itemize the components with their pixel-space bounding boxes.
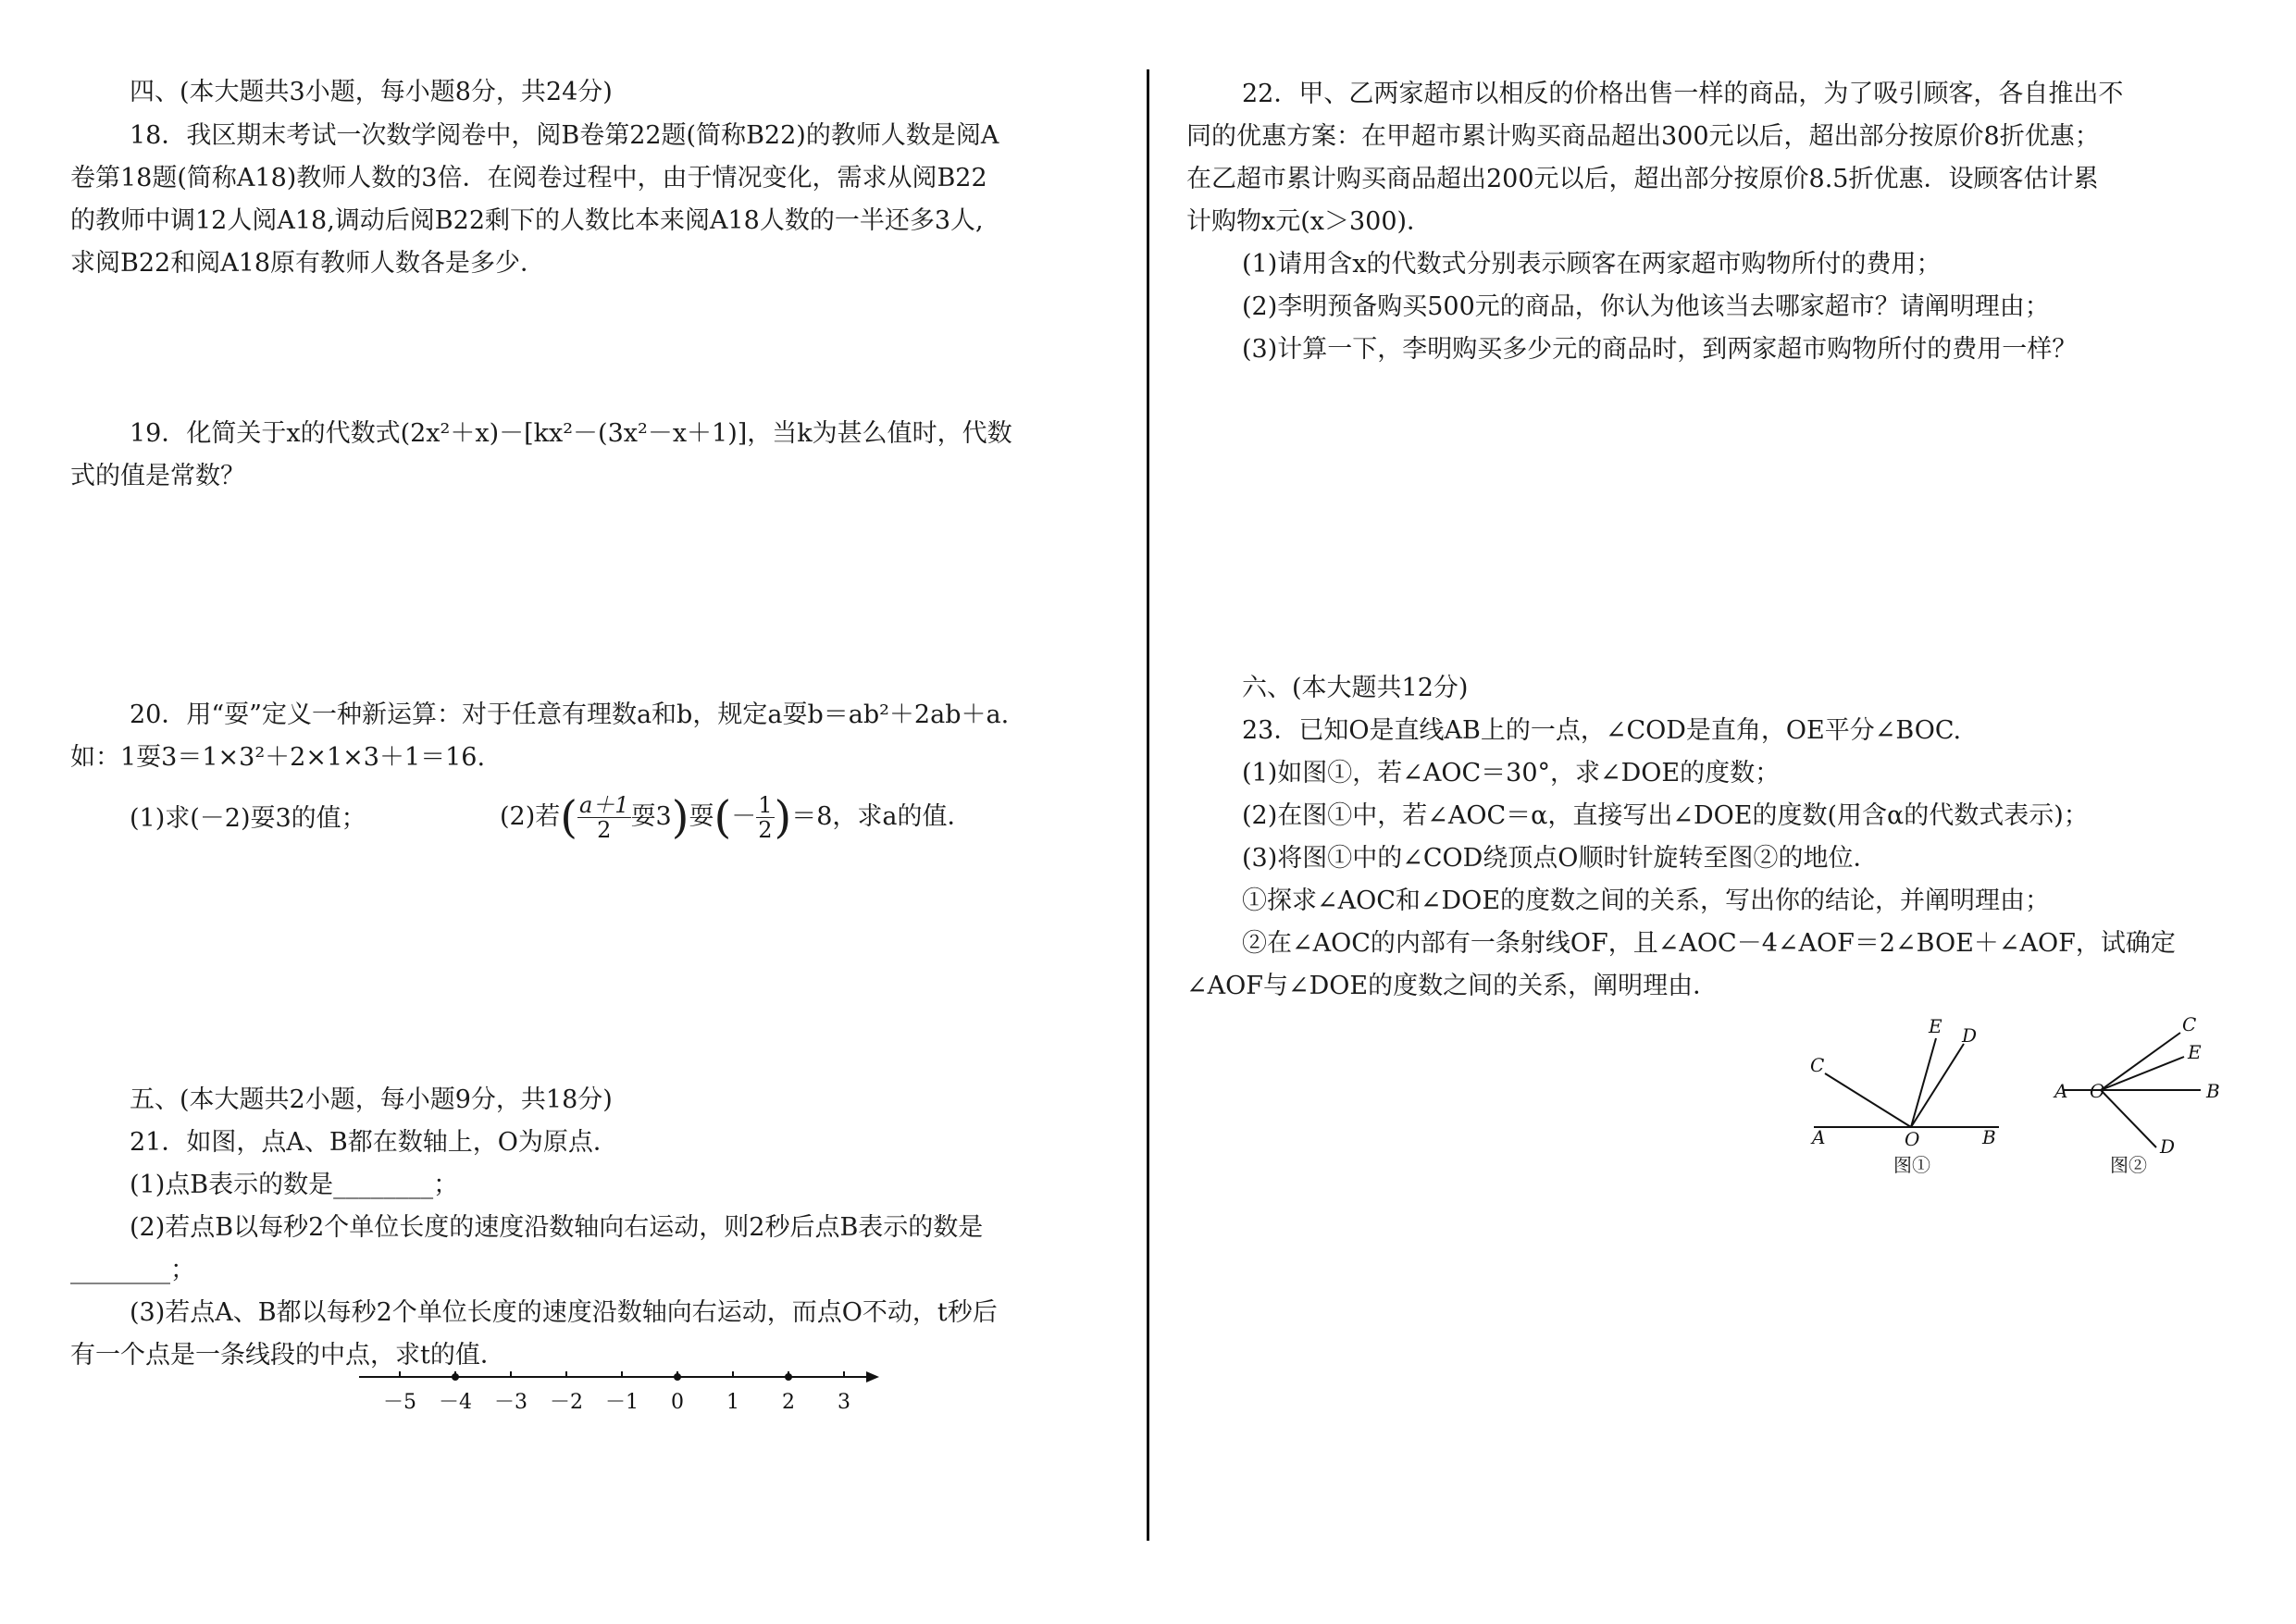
q23-part-3: (3)将图①中的∠COD绕顶点O顺时针旋转至图②的地位． [1242, 844, 1879, 873]
section-4-header: 四、(本大题共3小题，每小题8分，共24分) [130, 78, 613, 106]
q21-part-3: (3)若点A、B都以每秒2个单位长度的速度沿数轴向右运动，而点O不动，t秒后 [130, 1298, 998, 1327]
left-paren: ( [560, 791, 577, 844]
fig2-caption: 图② [2110, 1154, 2147, 1176]
q20-part-2-prefix: (2)若 [500, 802, 561, 831]
q20-op-3: 耍3 [630, 802, 672, 831]
fig2-label-a: A [2054, 1080, 2068, 1102]
number-line-tick-label: －4 [439, 1391, 472, 1414]
q23-part-2: (2)在图①中，若∠AOC＝α，直接写出∠DOE的度数(用含α的代数式表示)； [1242, 801, 2089, 830]
left-paren-2: ( [714, 791, 732, 844]
q22-part-1: (1)请用含x的代数式分别表示顾客在两家超市购物所付的费用； [1242, 250, 1942, 279]
number-line-tick-label: 3 [838, 1391, 850, 1414]
fig2-label-b: B [2206, 1080, 2220, 1102]
q22-line-1: 22．甲、乙两家超市以相反的价格出售一样的商品，为了吸引顾客，各自推出不 [1242, 80, 2124, 108]
q20-line-1: 20．用“耍”定义一种新运算：对于任意有理数a和b，规定a耍b＝ab²＋2ab＋a. [130, 700, 1010, 729]
q18-line-1: 18．我区期末考试一次数学阅卷中，阅B卷第22题(简称B22)的教师人数是阅A [130, 121, 999, 150]
fig1-label-b: B [1982, 1126, 1996, 1148]
fig1-label-d: D [1962, 1024, 1978, 1047]
q20-op: 耍 [689, 802, 714, 831]
number-line-point [785, 1373, 792, 1381]
q23-part-3-2-cont: ∠AOF与∠DOE的度数之间的关系，阐明理由． [1186, 972, 1719, 1000]
q22-line-2: 同的优惠方案：在甲超市累计购买商品超出300元以后，超出部分按原价8折优惠； [1186, 122, 2100, 151]
q18-line-3: 的教师中调12人阅A18,调动后阅B22剩下的人数比本来阅A18人数的一半还多3人, [70, 206, 984, 235]
q20-part-2 [500, 785, 973, 850]
q21-line-1: 21．如图，点A、B都在数轴上，O为原点． [130, 1128, 618, 1157]
q22-part-2: (2)李明预备购买500元的商品，你认为他该当去哪家超市？请阐明理由； [1242, 292, 2050, 321]
q19-line-2: 式的值是常数？ [70, 462, 245, 490]
figure-1 [1805, 1009, 2008, 1184]
fig1-label-a: A [1812, 1126, 1826, 1148]
q22-part-3: (3)计算一下，李明购买多少元的商品时，到两家超市购物所付的费用一样？ [1242, 335, 2078, 364]
fig1-label-c: C [1810, 1054, 1825, 1076]
q20-line-2: 如：1耍3＝1×3²＋2×1×3＋1＝16. [70, 743, 486, 772]
fraction-denominator-2: 2 [758, 817, 773, 843]
q23-part-1: (1)如图①，若∠AOC＝30°，求∠DOE的度数； [1242, 759, 1781, 787]
figure-2 [2053, 1009, 2238, 1184]
section-5-header: 五、(本大题共2小题，每小题9分，共18分) [130, 1085, 613, 1114]
fig2-label-d: D [2160, 1135, 2176, 1158]
number-line-point [452, 1373, 459, 1381]
number-line-tick-label: －2 [550, 1391, 583, 1414]
q21-part-2: (2)若点B以每秒2个单位长度的速度沿数轴向右运动，则2秒后点B表示的数是 [130, 1213, 984, 1242]
section-6-header: 六、(本大题共12分) [1242, 674, 1469, 702]
q20-part-1: (1)求(－2)耍3的值； [130, 804, 366, 833]
q23-part-3-1: ①探求∠AOC和∠DOE的度数之间的关系，写出你的结论，并阐明理由； [1242, 886, 2051, 915]
right-paren: ) [671, 791, 689, 844]
fraction-numerator-2: 1 [758, 792, 773, 818]
number-line-tick-label: 0 [671, 1391, 684, 1414]
number-line-tick-label: －1 [605, 1391, 639, 1414]
q18-line-2: 卷第18题(简称A18)教师人数的3倍．在阅卷过程中，由于情况变化，需求从阅B22 [70, 164, 987, 192]
q23-line-1: 23．已知O是直线AB上的一点，∠COD是直角，OE平分∠BOC. [1242, 716, 1962, 745]
right-paren-2: ) [774, 791, 792, 844]
q19-line-1: 19．化简关于x的代数式(2x²＋x)－[kx²－(3x²－x＋1)]，当k为甚么值时，代数 [130, 419, 1012, 448]
number-line-tick-label: －5 [383, 1391, 416, 1414]
q21-part-2-blank: ________； [70, 1256, 195, 1284]
fraction-a-plus-1-over-2 [577, 793, 631, 842]
fig1-label-e: E [1929, 1015, 1942, 1037]
fraction-denominator: 2 [597, 817, 612, 843]
fraction-one-half [756, 793, 774, 842]
fig1-label-o: O [1905, 1128, 1920, 1150]
minus-sign: － [731, 802, 757, 831]
fraction-numerator: a＋1 [578, 792, 629, 818]
fig2-label-e: E [2188, 1041, 2202, 1063]
q20-part-2-suffix: ＝8，求a的值． [791, 802, 973, 831]
number-line-tick-label: 2 [782, 1391, 795, 1414]
number-line-tick-label: 1 [726, 1391, 739, 1414]
q23-part-3-2: ②在∠AOC的内部有一条射线OF，且∠AOC－4∠AOF＝2∠BOE＋∠AOF，试确定 [1242, 929, 2176, 958]
number-line-tick-label: －3 [494, 1391, 527, 1414]
q22-line-4: 计购物x元(x＞300)． [1186, 207, 1433, 236]
number-line [352, 1360, 888, 1434]
q21-part-1: (1)点B表示的数是________； [130, 1171, 459, 1199]
fig2-label-c: C [2182, 1013, 2197, 1035]
q22-line-3: 在乙超市累计购买商品超出200元以后，超出部分按原价8.5折优惠．设顾客估计累 [1186, 165, 2099, 193]
fig1-caption: 图① [1893, 1154, 1930, 1176]
q21-part-3-cont: 有一个点是一条线段的中点，求t的值． [70, 1341, 505, 1370]
q18-line-4: 求阅B22和阅A18原有教师人数各是多少． [70, 249, 546, 278]
column-divider [1147, 69, 1149, 1541]
number-line-point [674, 1373, 681, 1381]
fig2-label-o: O [2090, 1080, 2105, 1102]
